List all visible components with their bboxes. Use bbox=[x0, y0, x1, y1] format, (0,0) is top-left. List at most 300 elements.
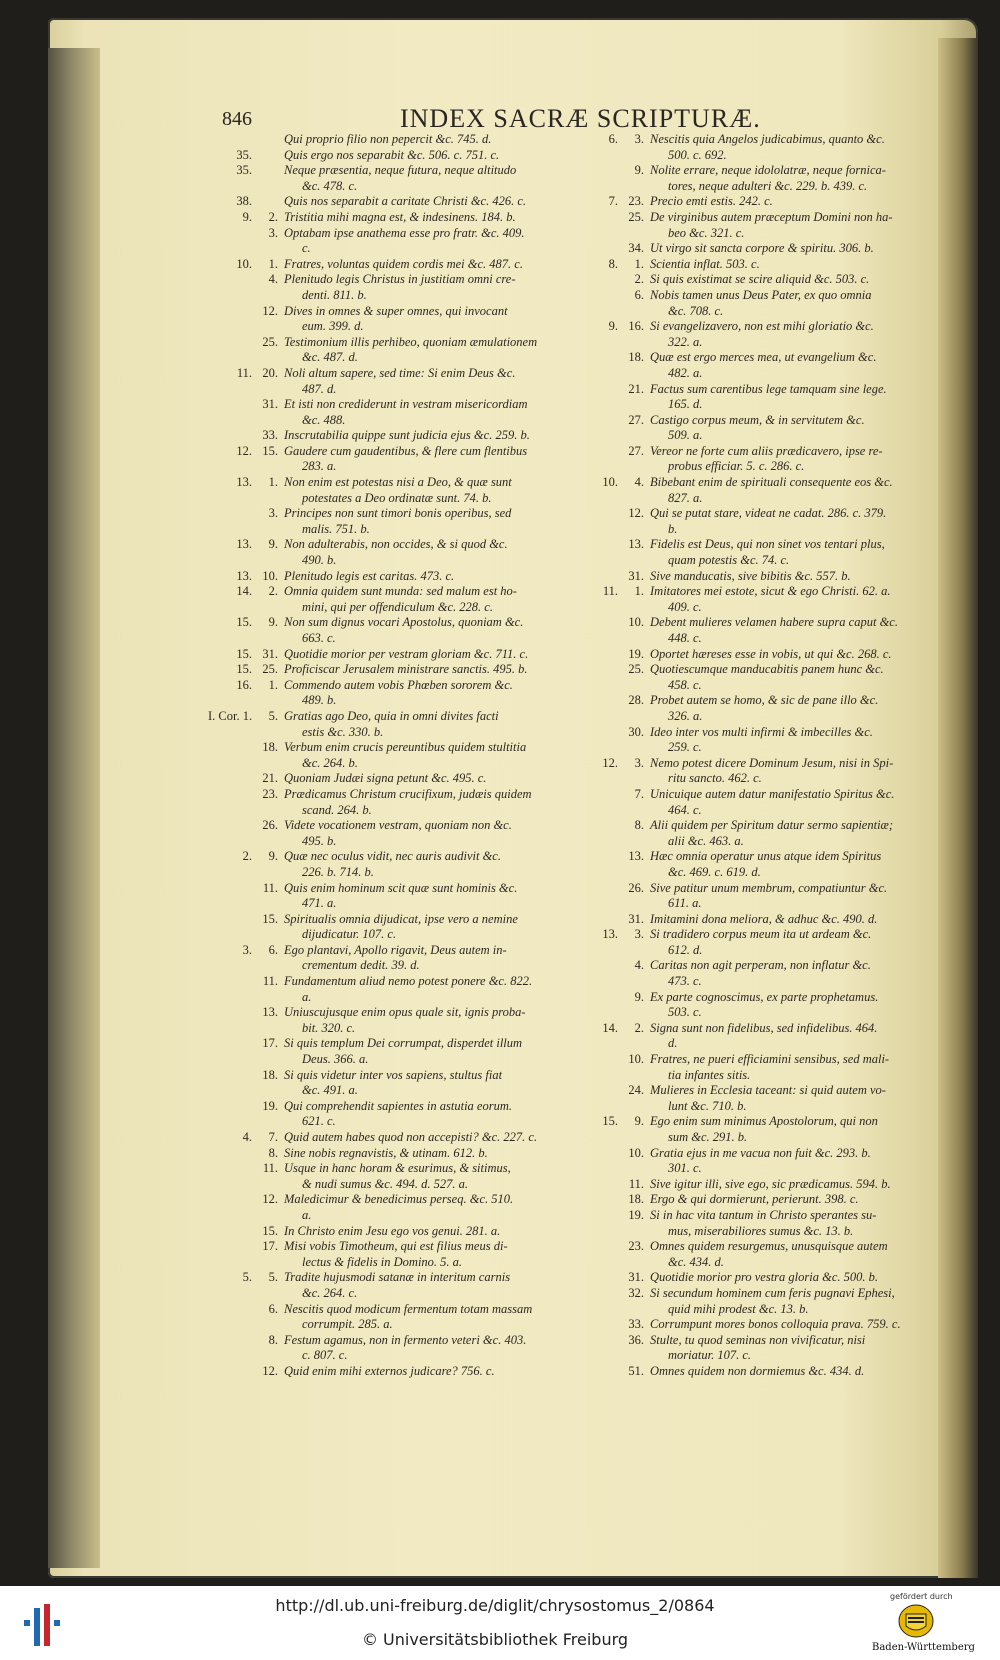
index-entry bbox=[574, 335, 909, 351]
entry-text: & nudi sumus &c. 494. d. 527. a. bbox=[302, 1176, 468, 1191]
entry-text: tores, neque adulteri &c. 229. b. 439. c. bbox=[668, 178, 868, 193]
entry-text: Caritas non agit perperam, non inflatur &c. bbox=[650, 958, 871, 973]
index-entry bbox=[574, 444, 909, 460]
index-entry bbox=[574, 1286, 909, 1302]
verse-number: 23. bbox=[628, 1239, 644, 1254]
chapter-number bbox=[208, 818, 254, 834]
entry-text: Quæ nec oculus vidit, nec auris audivit &c. bbox=[284, 849, 501, 864]
entry-text: 458. c. bbox=[668, 677, 702, 692]
index-entry bbox=[208, 600, 573, 616]
chapter-number bbox=[208, 459, 254, 475]
chapter-number bbox=[208, 506, 254, 522]
entry-text: Si quis videtur inter vos sapiens, stultus fiat bbox=[284, 1067, 503, 1082]
verse-number: 26. bbox=[262, 818, 278, 833]
verse-number: 1. bbox=[268, 677, 278, 692]
page-number: 846 bbox=[222, 108, 252, 130]
verse-number bbox=[620, 1224, 650, 1240]
chapter-number bbox=[208, 491, 254, 507]
entry-text: Unicuique autem datur manifestatio Spiritus &c. bbox=[650, 786, 895, 801]
chapter-number bbox=[208, 1208, 254, 1224]
index-entry bbox=[574, 179, 909, 195]
verse-number: 8. bbox=[634, 818, 644, 833]
entry-text: Ex parte cognoscimus, ex parte prophetamus. bbox=[650, 989, 879, 1004]
entry-text: c. 807. c. bbox=[302, 1348, 348, 1363]
entry-text: 259. c. bbox=[668, 740, 702, 755]
chapter-number bbox=[208, 1302, 254, 1318]
verse-number: 34. bbox=[628, 241, 644, 256]
chapter-number: 9. bbox=[242, 209, 252, 224]
entry-text: 489. b. bbox=[302, 693, 337, 708]
entry-text: Quotidie morior pro vestra gloria &c. 500. b. bbox=[650, 1270, 879, 1285]
entry-text: Mulieres in Ecclesia taceant: si quid autem vo- bbox=[650, 1083, 886, 1098]
verse-number: 1. bbox=[634, 584, 644, 599]
chapter-number bbox=[574, 459, 620, 475]
entry-text: 448. c. bbox=[668, 631, 702, 645]
index-entry bbox=[208, 1364, 573, 1380]
chapter-number bbox=[208, 787, 254, 803]
index-entry bbox=[574, 974, 909, 990]
verse-number bbox=[254, 803, 284, 819]
chapter-number bbox=[208, 241, 254, 257]
chapter-number bbox=[208, 1177, 254, 1193]
index-entry bbox=[208, 881, 573, 897]
verse-number bbox=[620, 1302, 650, 1318]
index-entry bbox=[574, 1130, 909, 1146]
entry-text: Quis nos separabit a caritate Christi &c. 426. c. bbox=[284, 194, 527, 209]
chapter-number bbox=[208, 288, 254, 304]
entry-text: Qui comprehendit sapientes in astutia eorum. bbox=[284, 1098, 512, 1113]
entry-text: &c. 491. a. bbox=[302, 1083, 358, 1098]
entry-text: 509. a. bbox=[668, 428, 703, 443]
verse-number bbox=[254, 522, 284, 538]
entry-text: Omnia quidem sunt munda: sed malum est ho- bbox=[284, 584, 517, 599]
chapter-number bbox=[574, 1208, 620, 1224]
chapter-number bbox=[208, 1068, 254, 1084]
verse-number: 15. bbox=[262, 443, 278, 458]
index-entry bbox=[574, 506, 909, 522]
index-entry bbox=[574, 257, 909, 273]
entry-text: Plenitudo legis Christus in justitiam omni cre- bbox=[284, 272, 516, 287]
entry-text: Uniuscujusque enim opus quale sit, ignis proba- bbox=[284, 1005, 526, 1020]
chapter-number bbox=[574, 1052, 620, 1068]
entry-text: Fratres, voluntas quidem cordis mei &c. 487. c. bbox=[284, 256, 523, 271]
verse-number bbox=[254, 148, 284, 164]
chapter-number bbox=[208, 1239, 254, 1255]
verse-number: 11. bbox=[628, 1176, 644, 1191]
index-entry bbox=[208, 522, 573, 538]
verse-number: 16. bbox=[628, 319, 644, 334]
index-entry bbox=[208, 210, 573, 226]
index-entry bbox=[574, 319, 909, 335]
entry-text: Precio emti estis. 242. c. bbox=[650, 194, 773, 209]
entry-text: 500. c. 692. bbox=[668, 147, 727, 162]
entry-text: 471. a. bbox=[302, 896, 337, 911]
chapter-number bbox=[574, 382, 620, 398]
entry-text: d. bbox=[668, 1036, 678, 1051]
verse-number: 51. bbox=[628, 1363, 644, 1378]
verse-number bbox=[254, 600, 284, 616]
entry-text: 612. d. bbox=[668, 942, 703, 957]
index-entry bbox=[208, 958, 573, 974]
verse-number bbox=[254, 413, 284, 429]
index-entry bbox=[574, 709, 909, 725]
entry-text: &c. 264. c. bbox=[302, 1285, 358, 1300]
index-entry bbox=[208, 1333, 573, 1349]
chapter-number bbox=[208, 927, 254, 943]
chapter-number bbox=[574, 881, 620, 897]
index-entry bbox=[208, 428, 573, 444]
chapter-number bbox=[574, 179, 620, 195]
entry-text: Tradite hujusmodi satanæ in interitum carnis bbox=[284, 1270, 511, 1285]
index-entry bbox=[208, 1068, 573, 1084]
chapter-number bbox=[208, 350, 254, 366]
index-entry bbox=[574, 615, 909, 631]
index-entry bbox=[574, 226, 909, 242]
index-entry bbox=[208, 1036, 573, 1052]
chapter-number bbox=[208, 1192, 254, 1208]
index-entry bbox=[208, 537, 573, 553]
index-entry bbox=[208, 787, 573, 803]
verse-number bbox=[620, 943, 650, 959]
page-fore-edge bbox=[938, 38, 978, 1578]
entry-text: Ut virgo sit sancta corpore & spiritu. 306. b. bbox=[650, 241, 874, 256]
chapter-number: 13. bbox=[236, 568, 252, 583]
index-entry bbox=[208, 865, 573, 881]
index-entry bbox=[208, 834, 573, 850]
verse-number: 23. bbox=[628, 194, 644, 209]
index-entry bbox=[574, 148, 909, 164]
verse-number bbox=[254, 631, 284, 647]
verse-number: 11. bbox=[262, 1161, 278, 1176]
entry-text: Usque in hanc horam & esurimus, & sitimus, bbox=[284, 1161, 511, 1176]
verse-number bbox=[254, 1114, 284, 1130]
entry-text: Proficiscar Jerusalem ministrare sanctis. 495. b. bbox=[284, 662, 528, 677]
chapter-number bbox=[574, 943, 620, 959]
index-column-left bbox=[208, 132, 573, 1380]
index-entry bbox=[208, 584, 573, 600]
verse-number: 25. bbox=[262, 662, 278, 677]
chapter-number bbox=[574, 1317, 620, 1333]
entry-text: Testimonium illis perhibeo, quoniam æmulationem bbox=[284, 334, 538, 349]
index-entry bbox=[574, 1364, 909, 1380]
verse-number bbox=[254, 350, 284, 366]
chapter-number bbox=[574, 818, 620, 834]
verse-number: 11. bbox=[262, 974, 278, 989]
chapter-number bbox=[208, 1083, 254, 1099]
chapter-number bbox=[574, 569, 620, 585]
verse-number: 10. bbox=[262, 568, 278, 583]
chapter-number bbox=[208, 974, 254, 990]
index-entry bbox=[574, 1068, 909, 1084]
chapter-number: 4. bbox=[242, 1130, 252, 1144]
index-entry bbox=[208, 132, 573, 148]
index-entry bbox=[208, 475, 573, 491]
entry-text: Factus sum carentibus lege tamquam sine lege. bbox=[650, 381, 887, 396]
verse-number bbox=[620, 1161, 650, 1177]
verse-number: 8. bbox=[268, 1145, 278, 1160]
verse-number bbox=[620, 1036, 650, 1052]
chapter-number bbox=[574, 148, 620, 164]
entry-text: Gratias ago Deo, quia in omni divites facti bbox=[284, 708, 499, 723]
entry-text: Spiritualis omnia dijudicat, ipse vero a nemine bbox=[284, 911, 518, 926]
chapter-number bbox=[208, 397, 254, 413]
verse-number bbox=[620, 459, 650, 475]
entry-text: bit. 320. c. bbox=[302, 1020, 356, 1035]
verse-number bbox=[254, 1317, 284, 1333]
verse-number: 33. bbox=[262, 428, 278, 443]
verse-number: 4. bbox=[268, 272, 278, 287]
entry-text: Si quis templum Dei corrumpat, disperdet illum bbox=[284, 1036, 523, 1051]
entry-text: 482. a. bbox=[668, 365, 703, 380]
entry-text: Scientia inflat. 503. c. bbox=[650, 256, 760, 271]
entry-text: Dives in omnes & super omnes, qui invocant bbox=[284, 303, 508, 318]
chapter-number bbox=[574, 1068, 620, 1084]
index-entry bbox=[208, 506, 573, 522]
index-entry bbox=[208, 350, 573, 366]
entry-text: Imitamini dona meliora, & adhuc &c. 490. d. bbox=[650, 911, 878, 926]
index-entry bbox=[208, 678, 573, 694]
chapter-number bbox=[208, 1224, 254, 1240]
verse-number: 20. bbox=[262, 365, 278, 380]
chapter-number: 35. bbox=[236, 147, 252, 162]
entry-text: Gratia ejus in me vacua non fuit &c. 293. b. bbox=[650, 1145, 871, 1160]
chapter-number bbox=[574, 1161, 620, 1177]
verse-number bbox=[254, 288, 284, 304]
entry-text: Corrumpunt mores bonos colloquia prava. 759. c. bbox=[650, 1317, 901, 1332]
chapter-number bbox=[208, 631, 254, 647]
index-entry bbox=[574, 382, 909, 398]
chapter-number bbox=[574, 693, 620, 709]
chapter-number: 11. bbox=[236, 365, 252, 380]
verse-number bbox=[620, 678, 650, 694]
entry-text: Quotiescumque manducabitis panem hunc &c. bbox=[650, 662, 884, 677]
entry-text: Vereor ne forte cum aliis prædicavero, ipse re- bbox=[650, 443, 883, 458]
chapter-number bbox=[574, 1333, 620, 1349]
entry-text: 301. c. bbox=[668, 1161, 702, 1176]
verse-number bbox=[620, 522, 650, 538]
index-entry bbox=[208, 1161, 573, 1177]
chapter-number bbox=[574, 1192, 620, 1208]
entry-text: &c. 488. bbox=[302, 412, 346, 427]
chapter-number bbox=[574, 974, 620, 990]
verse-number: 4. bbox=[634, 475, 644, 490]
chapter-number: 12. bbox=[602, 755, 618, 770]
verse-number: 25. bbox=[628, 209, 644, 224]
index-entry bbox=[574, 927, 909, 943]
verse-number bbox=[620, 600, 650, 616]
chapter-number: 14. bbox=[236, 584, 252, 599]
entry-text: quam potestis &c. 74. c. bbox=[668, 553, 790, 568]
verse-number bbox=[254, 194, 284, 210]
verse-number bbox=[620, 226, 650, 242]
verse-number: 2. bbox=[634, 1020, 644, 1035]
chapter-number bbox=[574, 958, 620, 974]
verse-number: 33. bbox=[628, 1317, 644, 1332]
verse-number: 17. bbox=[262, 1239, 278, 1254]
entry-text: Imitatores mei estote, sicut & ego Christi. 62. a. bbox=[650, 584, 891, 599]
entry-text: 165. d. bbox=[668, 397, 703, 412]
verse-number: 12. bbox=[628, 506, 644, 521]
index-entry bbox=[574, 678, 909, 694]
index-entry bbox=[574, 1224, 909, 1240]
index-entry bbox=[574, 958, 909, 974]
index-entry bbox=[574, 1083, 909, 1099]
entry-text: 226. b. 714. b. bbox=[302, 864, 374, 879]
verse-number bbox=[620, 1348, 650, 1364]
entry-text: Nescitis quia Angelos judicabimus, quanto &c. bbox=[650, 132, 885, 146]
chapter-number bbox=[574, 1036, 620, 1052]
chapter-number bbox=[208, 428, 254, 444]
index-entry bbox=[208, 1052, 573, 1068]
chapter-number bbox=[208, 179, 254, 195]
permalink-url[interactable]: http://dl.ub.uni-freiburg.de/diglit/chrysostomus_2/0864 bbox=[275, 1596, 715, 1615]
chapter-number bbox=[574, 210, 620, 226]
verse-number: 25. bbox=[262, 334, 278, 349]
entry-text: Fratres, ne pueri efficiamini sensibus, sed mali- bbox=[650, 1052, 890, 1067]
verse-number bbox=[620, 709, 650, 725]
entry-text: 473. c. bbox=[668, 974, 702, 989]
verse-number bbox=[254, 553, 284, 569]
chapter-number: 12. bbox=[236, 443, 252, 458]
copyright-notice: © Universitätsbibliothek Freiburg bbox=[361, 1630, 629, 1649]
verse-number bbox=[254, 693, 284, 709]
chapter-number bbox=[574, 725, 620, 741]
verse-number: 21. bbox=[628, 381, 644, 396]
entry-text: Ergo & qui dormierunt, perierunt. 398. c. bbox=[650, 1192, 859, 1207]
verse-number: 31. bbox=[628, 1270, 644, 1285]
entry-text: moriatur. 107. c. bbox=[668, 1348, 751, 1363]
index-entry bbox=[208, 1302, 573, 1318]
index-entry bbox=[208, 1192, 573, 1208]
entry-text: Tristitia mihi magna est, & indesinens. 184. b. bbox=[284, 209, 516, 224]
entry-text: crementum dedit. 39. d. bbox=[302, 958, 420, 973]
verse-number bbox=[620, 740, 650, 756]
index-entry bbox=[208, 818, 573, 834]
chapter-number bbox=[574, 553, 620, 569]
verse-number: 12. bbox=[262, 1192, 278, 1207]
verse-number bbox=[254, 1348, 284, 1364]
chapter-number bbox=[208, 958, 254, 974]
entry-text: Signa sunt non fidelibus, sed infidelibus. 464. bbox=[650, 1020, 878, 1035]
chapter-number bbox=[208, 226, 254, 242]
index-entry bbox=[574, 787, 909, 803]
entry-text: Festum agamus, non in fermento veteri &c. 403. bbox=[284, 1332, 527, 1347]
verse-number: 3. bbox=[634, 755, 644, 770]
entry-text: a. bbox=[302, 989, 312, 1004]
index-column-right bbox=[574, 132, 909, 1380]
entry-text: 503. c. bbox=[668, 1005, 702, 1020]
verse-number: 19. bbox=[628, 646, 644, 661]
entry-text: Ego enim sum minimus Apostolorum, qui non bbox=[650, 1114, 878, 1129]
index-entry bbox=[208, 148, 573, 164]
chapter-number bbox=[208, 553, 254, 569]
verse-number: 6. bbox=[634, 287, 644, 302]
verse-number: 31. bbox=[262, 646, 278, 661]
verse-number: 2. bbox=[634, 272, 644, 287]
index-entry bbox=[574, 725, 909, 741]
index-entry bbox=[208, 693, 573, 709]
entry-text: 322. a. bbox=[668, 334, 703, 349]
verse-number: 12. bbox=[262, 303, 278, 318]
index-entry bbox=[574, 459, 909, 475]
verse-number bbox=[254, 927, 284, 943]
chapter-number bbox=[574, 615, 620, 631]
chapter-number bbox=[574, 912, 620, 928]
index-entry bbox=[208, 771, 573, 787]
index-entry bbox=[208, 990, 573, 1006]
entry-text: Maledicimur & benedicimus perseq. &c. 510. bbox=[284, 1192, 514, 1207]
chapter-number: 9. bbox=[608, 319, 618, 334]
entry-text: dijudicatur. 107. c. bbox=[302, 927, 397, 942]
verse-number bbox=[620, 631, 650, 647]
index-entry bbox=[574, 600, 909, 616]
chapter-number bbox=[208, 1317, 254, 1333]
entry-text: Noli altum sapere, sed time: Si enim Deus &c. bbox=[284, 365, 516, 380]
verse-number: 10. bbox=[628, 1052, 644, 1067]
chapter-number: 15. bbox=[602, 1114, 618, 1129]
chapter-number bbox=[574, 163, 620, 179]
index-entry bbox=[208, 725, 573, 741]
entry-text: Si tradidero corpus meum ita ut ardeam &c. bbox=[650, 927, 872, 942]
verse-number bbox=[620, 974, 650, 990]
verse-number bbox=[620, 335, 650, 351]
chapter-number bbox=[574, 1083, 620, 1099]
entry-text: Debent mulieres velamen habere supra caput &c. bbox=[650, 615, 898, 630]
chapter-number bbox=[208, 304, 254, 320]
index-entry bbox=[208, 304, 573, 320]
chapter-number bbox=[208, 413, 254, 429]
chapter-number bbox=[574, 288, 620, 304]
index-entry bbox=[208, 257, 573, 273]
verse-number: 19. bbox=[262, 1098, 278, 1113]
index-entry bbox=[208, 912, 573, 928]
entry-text: b. bbox=[668, 521, 678, 536]
index-entry bbox=[574, 990, 909, 1006]
index-entry bbox=[574, 397, 909, 413]
entry-text: Stulte, tu quod seminas non vivificatur, nisi bbox=[650, 1332, 866, 1347]
entry-text: Ideo inter vos multi infirmi & imbecilles &c. bbox=[650, 724, 873, 739]
index-entry bbox=[574, 834, 909, 850]
index-entry bbox=[574, 1317, 909, 1333]
state-crest-icon bbox=[898, 1604, 934, 1638]
verse-number bbox=[620, 179, 650, 195]
chapter-number bbox=[208, 319, 254, 335]
entry-text: Quoniam Judæi signa petunt &c. 495. c. bbox=[284, 771, 487, 786]
entry-text: Quid enim mihi externos judicare? 756. c. bbox=[284, 1363, 495, 1378]
chapter-number bbox=[574, 522, 620, 538]
entry-text: Videte vocationem vestram, quoniam non &c. bbox=[284, 818, 512, 833]
entry-text: 495. b. bbox=[302, 833, 337, 848]
verse-number bbox=[254, 132, 284, 148]
chapter-number: I. Cor. 1. bbox=[208, 708, 253, 723]
index-entry bbox=[208, 1021, 573, 1037]
verse-number bbox=[620, 803, 650, 819]
chapter-number bbox=[574, 647, 620, 663]
entry-text: Si quis existimat se scire aliquid &c. 503. c. bbox=[650, 272, 870, 287]
chapter-number bbox=[208, 771, 254, 787]
chapter-number: 13. bbox=[602, 927, 618, 942]
entry-text: Principes non sunt timori bonis operibus, sed bbox=[284, 506, 512, 521]
index-entry bbox=[208, 849, 573, 865]
verse-number: 9. bbox=[634, 163, 644, 178]
index-entry bbox=[574, 943, 909, 959]
chapter-number bbox=[574, 1005, 620, 1021]
verse-number: 9. bbox=[268, 849, 278, 864]
chapter-number bbox=[574, 1255, 620, 1271]
index-entry bbox=[574, 1021, 909, 1037]
index-entry bbox=[574, 1099, 909, 1115]
chapter-number: 13. bbox=[236, 475, 252, 490]
